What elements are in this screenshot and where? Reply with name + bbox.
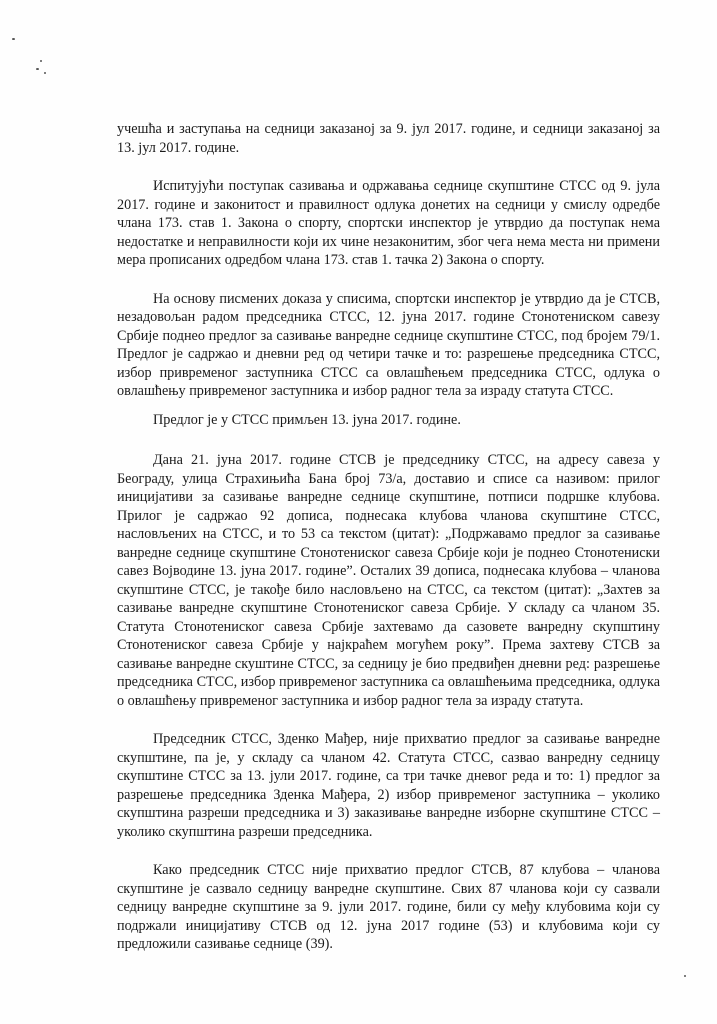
scan-speck: [36, 68, 39, 70]
paragraph-written-evidence: На основу писмених доказа у списима, спортски инспектор је утврдио да је СТСВ, незадовољан радом председника СТСС, 12. јуна 2017. године Стонотениском савезу Србије поднео предлог за сазивање ванредне седнице скупштине СТСС, под бројем 79/1. Предлог је садржао и дневни ред од четири тачке и то: разрешење председника СТСС, избор привременог заступника СТСС са овлашћењем председника СТСС, одлука о овлашћењу привременог заступника и избор радног тела за израду статута СТСС.: [117, 290, 660, 399]
paragraph-june-21: Дана 21. јуна 2017. године СТСВ је председнику СТСС, на адресу савеза у Београду, улица Страхињића Бана број 73/а, доставио и списе са називом: прилог иницијативи за сазивање ванредне седнице скупштине, потписи подршке клубова. Прилог је садржао 92 дописа, поднесака клубова чланова скупштине СТСС, насловљених на СТСС, и то 53 са текстом (цитат): „Подржавамо предлог за сазивање ванредне седнице скупштине Стонотениског савеза Србије који је поднео Стонотениски савез Војводине 13. јуна 2017. године”. Осталих 39 дописа, поднесака клубова – чланова скупштине СТСС, је такође било насловљено на СТСС, са текстом (цитат): „Захтев за сазивање ванредне скупштине Стонотениског савеза Србије. У складу са чланом 35. Статута Стонотениског савеза Србије захтевамо да сазовете ванредну скупштину Стонотениског савеза Србије у најкраћем могућем року”. Према захтеву СТСВ за сазивање ванредне скуштине СТСС, за седницу је био предвиђен дневни ред: разрешење председника СТСС, избор привременог заступника са овлашћењима председника, одлука о овлашћењу привременог заступника и избор радног тела за израду статута.: [117, 452, 660, 709]
paragraph-proposal-received: Предлог је у СТСС примљен 13. јуна 2017. године.: [153, 411, 461, 428]
scan-speck: [684, 975, 686, 977]
scan-speck: [44, 72, 46, 74]
scan-speck: [12, 38, 15, 40]
paragraph-president-response: Председник СТСС, Зденко Мађер, није прихватио предлог за сазивање ванредне скупштине, па је, у складу са чланом 42. Статута СТСС, сазвао ванредну седницу скупштине СТСС за 13. јули 2017. године, са три тачке дневог реда и то: 1) предлог за разрешење председника Зденка Мађера, 2) избор привременог заступника – уколико скупштина разреши председника и 3) заказивање ванредне изборне скупштине СТСС – уколико скупштина разреши председника.: [117, 731, 660, 840]
scan-speck: [40, 60, 42, 62]
document-body: [117, 120, 660, 954]
paragraph-clubs-convened: Како председник СТСС није прихватио предлог СТСВ, 87 клубова – чланова скупштине је сазвало седницу ванредне скупштине. Свих 87 чланова који су сазвали седницу ванредне скупштине за 9. јули 2017. године, били су међу клубовима који су подржали иницијативу СТСВ од 12. јуна 2017 године (53) и клубовима који су предложили сазивање седнице (39).: [117, 862, 660, 952]
paragraph-continuation: учешћа и заступања на седници заказаној за 9. јул 2017. године, и седници заказаној за 13. јул 2017. године.: [117, 121, 660, 156]
paragraph-inspection: Испитујући поступак сазивања и одржавања седнице скупштине СТСС од 9. јула 2017. године и законитост и правилност одлука донетих на седници у смислу одредбе члана 173. став 1. Закона о спорту, спортски инспектор је утврдио да поступак нема недостатке и неправилности који их чине незаконитим, због чега нема места ни примени мера прописаних одредбом члана 173. став 1. тачка 2) Закона о спорту.: [117, 178, 660, 268]
